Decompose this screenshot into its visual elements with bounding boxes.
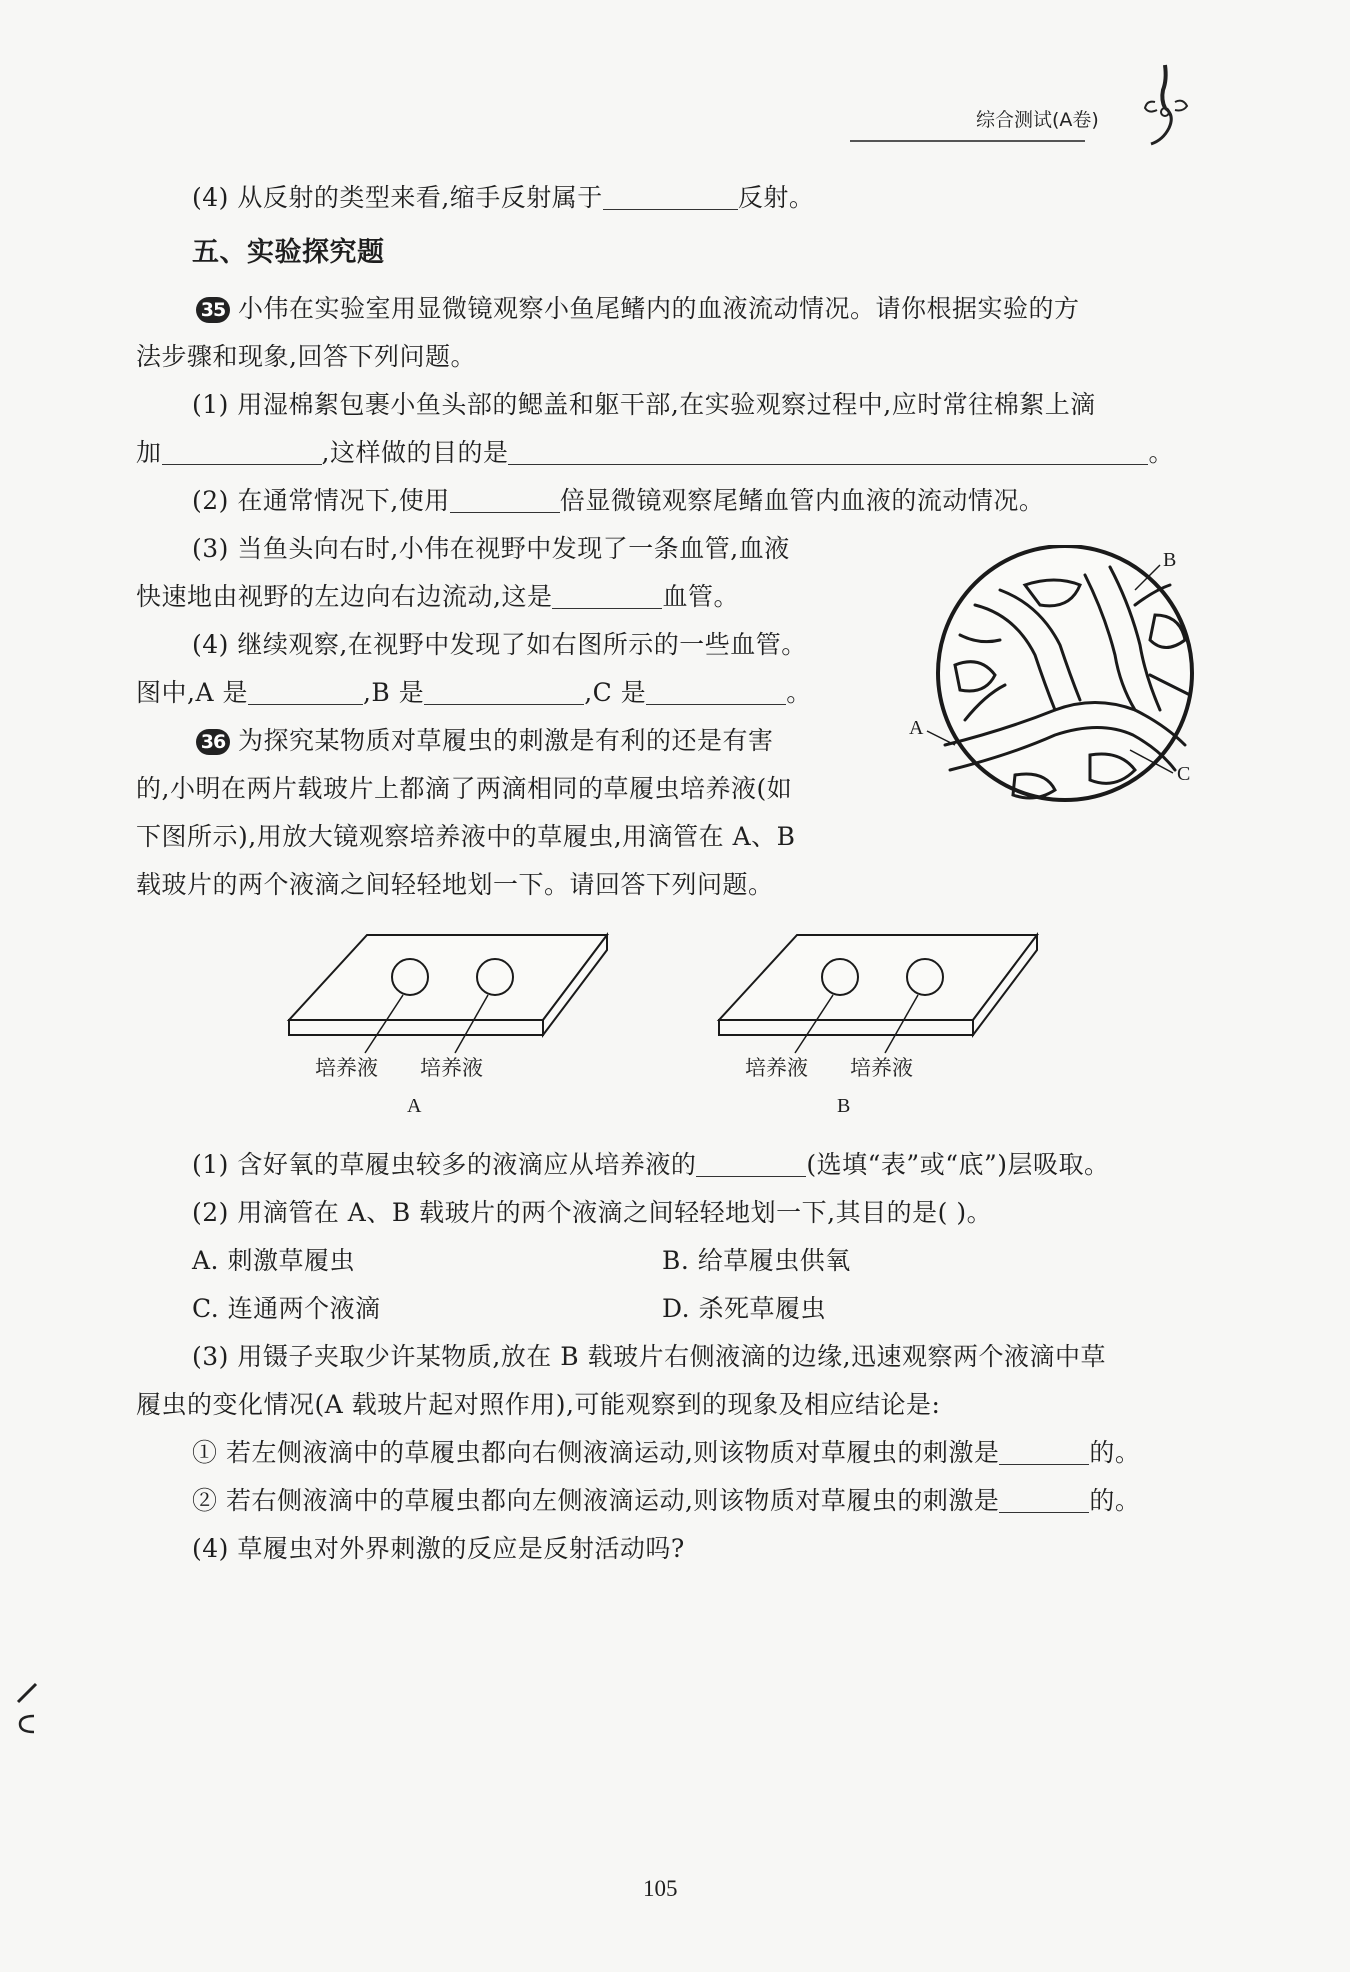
medium-label-right: 培养液 (850, 1056, 913, 1080)
q36-part4: (4) 草履虫对外界刺激的反应是反射活动吗? (192, 1534, 685, 1563)
option-c[interactable]: C. 连通两个液滴 (192, 1294, 381, 1323)
q36-intro-line3: 下图所示),用放大镜观察培养液中的草履虫,用滴管在 A、B (136, 822, 796, 851)
question-number-badge: 35 (196, 297, 230, 323)
option-b[interactable]: B. 给草履虫供氧 (662, 1246, 851, 1275)
q36-part3-line1: (3) 用镊子夹取少许某物质,放在 B 载玻片右侧液滴的边缘,迅速观察两个液滴中草 (192, 1342, 1107, 1371)
q36-part3-line2: 履虫的变化情况(A 载玻片起对照作用),可能观察到的现象及相应结论是: (136, 1390, 941, 1419)
q36-intro-line1: 36 为探究某物质对草履虫的刺激是有利的还是有害 (196, 724, 774, 758)
slide-name: A (407, 1095, 422, 1117)
section-title: 五、实验探究题 (192, 237, 385, 268)
slide-b-diagram (715, 925, 1045, 1130)
answer-blank[interactable] (508, 440, 1148, 465)
q34-part4: (4) 从反射的类型来看,缩手反射属于 反射。 (192, 183, 815, 212)
answer-blank[interactable] (696, 1152, 806, 1177)
q35-intro-line1: 35 小伟在实验室用显微镜观察小鱼尾鳍内的血液流动情况。请你根据实验的方 (196, 292, 1080, 326)
q35-part4-line2: 图中,A 是 ,B 是 ,C 是 。 (136, 678, 812, 707)
q36-intro-line4: 载玻片的两个液滴之间轻轻地划一下。请回答下列问题。 (136, 870, 774, 899)
medium-label-left: 培养液 (315, 1056, 378, 1080)
pen-mark-icon (14, 1680, 42, 1740)
answer-blank[interactable] (450, 488, 560, 513)
figure-label-a: A (909, 717, 924, 739)
figure-label-b: B (1163, 549, 1177, 571)
q35-part2: (2) 在通常情况下,使用 倍显微镜观察尾鳍血管内血液的流动情况。 (192, 486, 1045, 515)
blood-vessel-figure (905, 545, 1205, 815)
answer-blank[interactable] (552, 584, 662, 609)
page-number: 105 (643, 1876, 678, 1901)
answer-blank[interactable] (162, 440, 322, 465)
q36-part2: (2) 用滴管在 A、B 载玻片的两个液滴之间轻轻地划一下,其目的是( )。 (192, 1198, 993, 1227)
answer-blank[interactable] (603, 185, 738, 210)
q36-intro-line2: 的,小明在两片载玻片上都滴了两滴相同的草履虫培养液(如 (136, 774, 793, 803)
glass-slide-drawing (715, 925, 1045, 1055)
answer-blank[interactable] (424, 680, 584, 705)
microscope-field-diagram (905, 545, 1205, 815)
slide-a-diagram (285, 925, 615, 1130)
q36-part1: (1) 含好氧的草履虫较多的液滴应从培养液的 (选填“表”或“底”)层吸取。 (192, 1150, 1110, 1179)
q35-part3-line1: (3) 当鱼头向右时,小伟在视野中发现了一条血管,血液 (192, 534, 790, 563)
glass-slide-drawing (285, 925, 615, 1055)
option-a[interactable]: A. 刺激草履虫 (192, 1246, 355, 1275)
option-d[interactable]: D. 杀死草履虫 (662, 1294, 827, 1323)
q35-part3-line2: 快速地由视野的左边向右边流动,这是 血管。 (136, 582, 739, 611)
answer-blank[interactable] (999, 1488, 1089, 1513)
slide-name: B (837, 1095, 851, 1117)
floral-ornament-icon (1125, 60, 1205, 150)
header-rule (850, 140, 1085, 142)
figure-label-c: C (1177, 763, 1191, 785)
medium-label-left: 培养液 (745, 1056, 808, 1080)
q35-intro-line2: 法步骤和现象,回答下列问题。 (136, 342, 476, 371)
page-header (900, 60, 1210, 140)
q35-part1-line2: 加 ,这样做的目的是 。 (136, 438, 1174, 467)
answer-blank[interactable] (999, 1440, 1089, 1465)
q36-case2: ② 若右侧液滴中的草履虫都向左侧液滴运动,则该物质对草履虫的刺激是 的。 (192, 1486, 1141, 1515)
medium-label-right: 培养液 (420, 1056, 483, 1080)
q35-part4-line1: (4) 继续观察,在视野中发现了如右图所示的一些血管。 (192, 630, 807, 659)
answer-blank[interactable] (646, 680, 786, 705)
answer-blank[interactable] (248, 680, 363, 705)
header-title: 综合测试(A卷) (976, 109, 1099, 131)
question-number-badge: 36 (196, 729, 230, 755)
q35-part1-line1: (1) 用湿棉絮包裹小鱼头部的鳃盖和躯干部,在实验观察过程中,应时常往棉絮上滴 (192, 390, 1096, 419)
q36-case1: ① 若左侧液滴中的草履虫都向右侧液滴运动,则该物质对草履虫的刺激是 的。 (192, 1438, 1141, 1467)
